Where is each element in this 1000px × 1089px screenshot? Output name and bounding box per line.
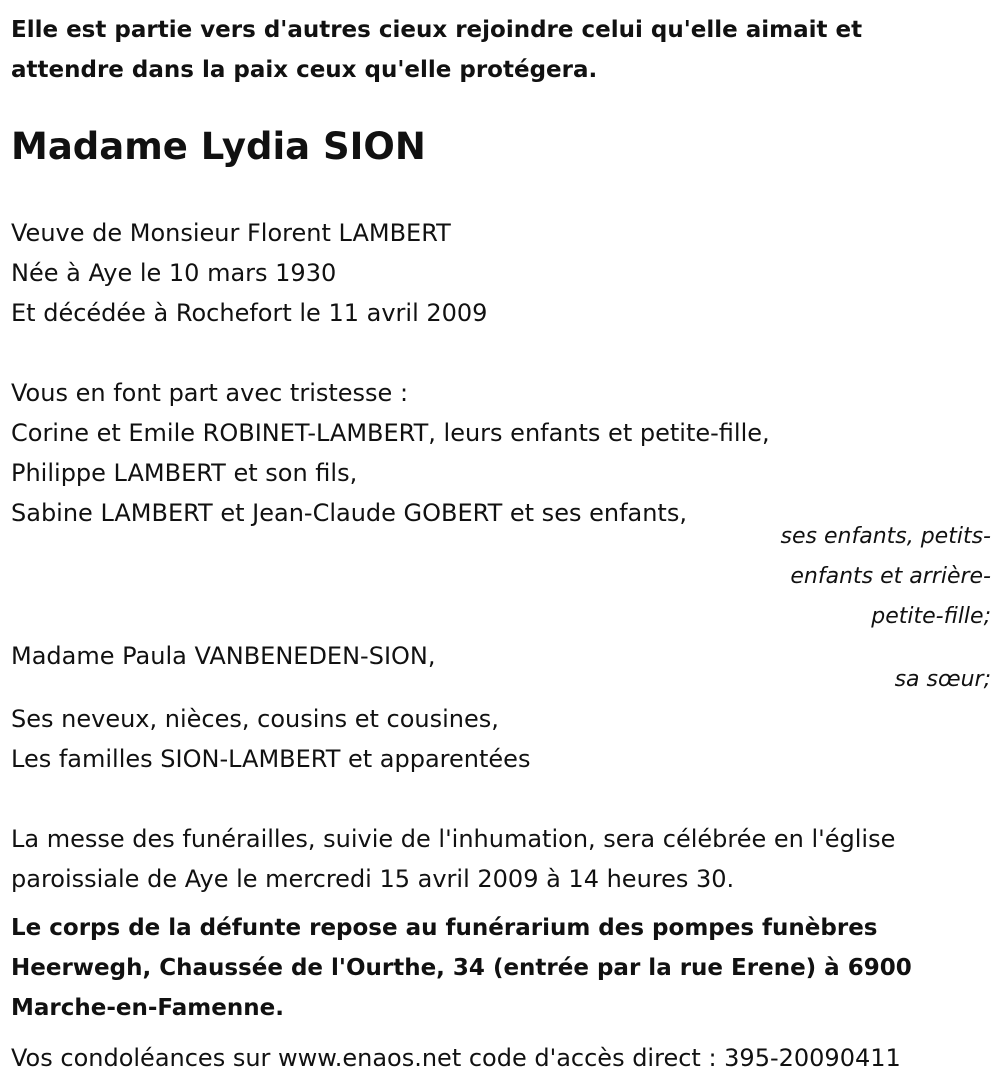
funerarium-line-2: Heerwegh, Chaussée de l'Ourthe, 34 (entrée par la rue Erene) à 6900 bbox=[11, 955, 912, 981]
intro-line-1: Elle est partie vers d'autres cieux rejoindre celui qu'elle aimait et bbox=[11, 17, 863, 43]
funerarium-line-1: Le corps de la défunte repose au funérarium des pompes funèbres bbox=[11, 915, 878, 941]
relation-sister: sa sœur; bbox=[894, 667, 991, 692]
family-line-1: Corine et Emile ROBINET-LAMBERT, leurs enfants et petite-fille, bbox=[11, 419, 770, 447]
family-intro: Vous en font part avec tristesse : bbox=[11, 379, 409, 407]
relation-children-a: ses enfants, petits- bbox=[780, 524, 991, 549]
relation-children-b: enfants et arrière- bbox=[790, 564, 991, 589]
family-line-6: Les familles SION-LAMBERT et apparentées bbox=[11, 745, 531, 773]
birth-line: Née à Aye le 10 mars 1930 bbox=[11, 259, 337, 287]
condolences-line: Vos condoléances sur www.enaos.net code d'accès direct : 395-20090411 bbox=[11, 1044, 901, 1072]
intro-quote bbox=[11, 10, 991, 90]
funerarium-info bbox=[11, 908, 991, 1028]
death-line: Et décédée à Rochefort le 11 avril 2009 bbox=[11, 299, 488, 327]
family-line-5: Ses neveux, nièces, cousins et cousines, bbox=[11, 705, 499, 733]
ceremony-line-2: paroissiale de Aye le mercredi 15 avril 2009 à 14 heures 30. bbox=[11, 865, 735, 893]
ceremony-line-1: La messe des funérailles, suivie de l'inhumation, sera célébrée en l'église bbox=[11, 825, 896, 853]
family-line-2: Philippe LAMBERT et son fils, bbox=[11, 459, 358, 487]
widow-line: Veuve de Monsieur Florent LAMBERT bbox=[11, 219, 451, 247]
deceased-name: Madame Lydia SION bbox=[11, 125, 426, 168]
relation-children-c: petite-fille; bbox=[871, 604, 991, 629]
funerarium-line-3: Marche-en-Famenne. bbox=[11, 995, 284, 1021]
family-line-4: Madame Paula VANBENEDEN-SION, bbox=[11, 642, 436, 670]
intro-line-2: attendre dans la paix ceux qu'elle protégera. bbox=[11, 57, 598, 83]
family-line-3: Sabine LAMBERT et Jean-Claude GOBERT et ses enfants, bbox=[11, 499, 687, 527]
